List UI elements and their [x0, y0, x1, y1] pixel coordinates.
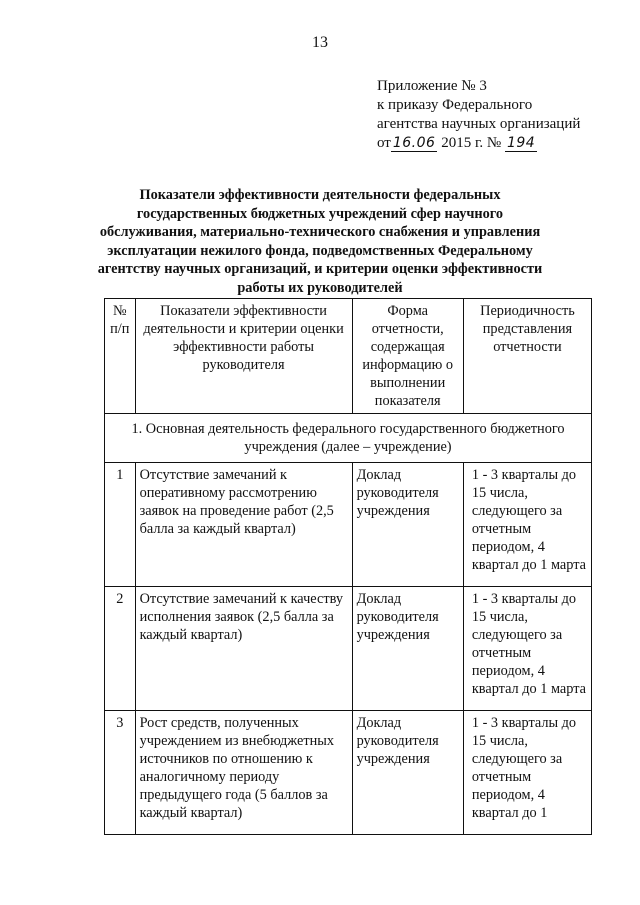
header-number: № п/п	[105, 299, 136, 414]
section-row	[105, 414, 592, 463]
row-indicator: Отсутствие замечаний к качеству исполнения заявок (2,5 балла за каждый квартал)	[135, 587, 352, 711]
row-report-form: Доклад руководителя учреждения	[352, 463, 463, 587]
document-title: Показатели эффективности деятельности федеральных государственных бюджетных учреждений сфер научного обслуживания, материально-технического снабжения и управления эксплуатации нежилого фонда, подведомственных Федеральному агентству научных организаций, и критерии оценки эффективности работы их руководителей	[97, 187, 543, 296]
section-title: 1. Основная деятельность федерального государственного бюджетного учреждения (далее – учреждение)	[105, 414, 592, 463]
row-number: 2	[105, 587, 136, 711]
row-report-form: Доклад руководителя учреждения	[352, 587, 463, 711]
row-number: 3	[105, 711, 136, 835]
row-periodicity: 1 - 3 кварталы до 15 числа, следующего за отчетным периодом, 4 квартал до 1 марта	[463, 587, 591, 711]
row-indicator: Рост средств, полученных учреждением из внебюджетных источников по отношению к аналогичному периоду предыдущего года (5 баллов за каждый квартал)	[135, 711, 352, 835]
row-report-form: Доклад руководителя учреждения	[352, 711, 463, 835]
header-report-form: Форма отчетности, содержащая информацию о выполнении показателя	[352, 299, 463, 414]
header-indicator: Показатели эффективности деятельности и критерии оценки эффективности работы руководителя	[135, 299, 352, 414]
appendix-title: Приложение № 3	[377, 78, 487, 94]
date-prefix: от	[377, 135, 391, 151]
appendix-agency-line: агентства научных организаций	[377, 116, 581, 132]
row-periodicity: 1 - 3 кварталы до 15 числа, следующего за отчетным периодом, 4 квартал до 1 марта	[463, 463, 591, 587]
year-and-number-label: 2015 г. №	[441, 135, 502, 151]
indicators-table	[104, 298, 592, 835]
header-periodicity: Периодичность представления отчетности	[463, 299, 591, 414]
page-number: 13	[312, 34, 328, 51]
appendix-header	[377, 77, 580, 153]
row-indicator: Отсутствие замечаний к оперативному рассмотрению заявок на проведение работ (2,5 балла за каждый квартал)	[135, 463, 352, 587]
row-number: 1	[105, 463, 136, 587]
handwritten-date: 16.06	[392, 135, 436, 151]
table-header-row	[105, 299, 592, 414]
handwritten-number: 194	[506, 135, 536, 151]
appendix-date-line	[377, 134, 580, 153]
appendix-order-line: к приказу Федерального	[377, 97, 533, 113]
row-periodicity: 1 - 3 кварталы до 15 числа, следующего за отчетным периодом, 4 квартал до 1	[463, 711, 591, 835]
table-row	[105, 711, 592, 835]
table-row	[105, 587, 592, 711]
table-row	[105, 463, 592, 587]
